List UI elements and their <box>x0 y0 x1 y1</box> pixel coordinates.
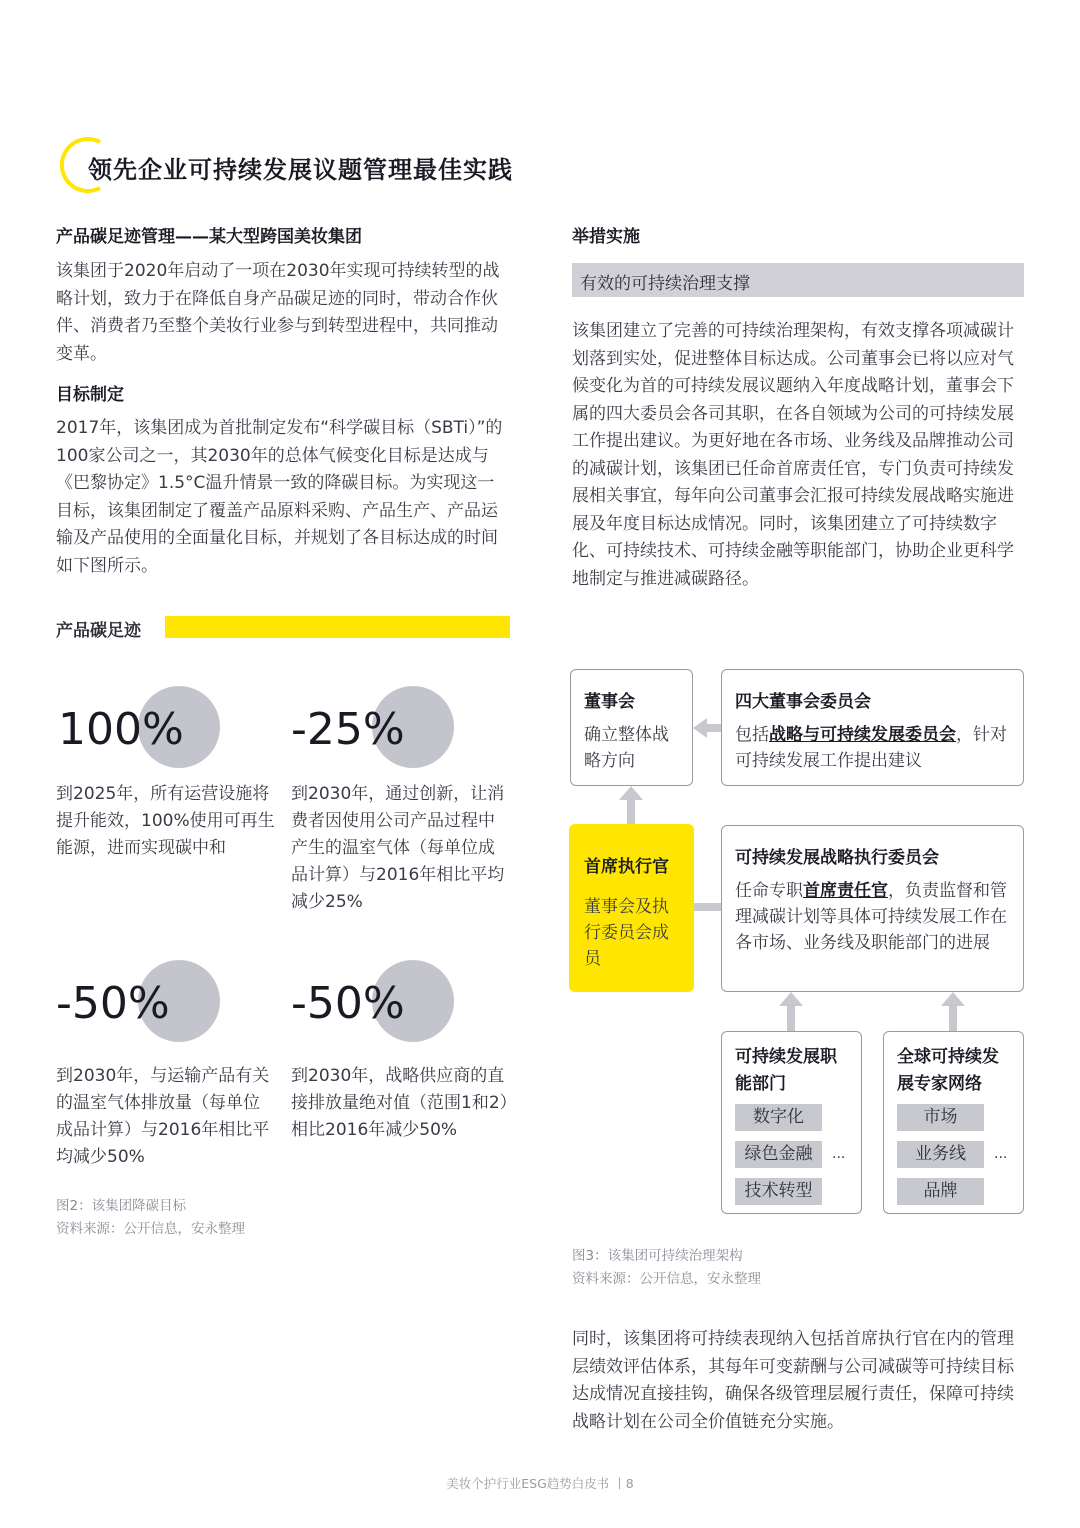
arrow-up-icon <box>619 786 643 826</box>
ceo-text: 董事会及执行委员会成员 <box>584 897 669 969</box>
board-text: 确立整体战略方向 <box>584 725 669 771</box>
target-heading: 目标制定 <box>56 385 124 405</box>
case-heading: 产品碳足迹管理——某大型跨国美妆集团 <box>56 227 362 247</box>
network-ellipsis: ... <box>994 1146 1008 1162</box>
stat-text: 到2025年，所有运营设施将提升能效，100%使用可再生能源，进而实现碳中和 <box>56 784 275 858</box>
figure2-source: 资料来源：公开信息，安永整理 <box>56 1221 245 1237</box>
board-title: 董事会 <box>584 692 635 712</box>
expert-network-title: 全球可持续发展专家网络 <box>897 1047 999 1094</box>
stat-text: 到2030年，战略供应商的直接排放量绝对值（范围1和2）相比2016年减少50% <box>291 1066 509 1140</box>
network-item: 市场 <box>897 1104 984 1131</box>
footprint-label: 产品碳足迹 <box>56 621 141 641</box>
dept-ellipsis: ... <box>832 1146 846 1162</box>
strategy-committee-link: 战略与可持续发展委员会 <box>769 725 956 745</box>
intro-paragraph: 该集团于2020年启动了一项在2030年实现可持续转型的战略计划，致力于在降低自身产品碳足迹的同时，带动合作伙伴、消费者乃至整个美妆行业参与到转型进程中，共同推动变革。 <box>56 261 500 364</box>
governance-subheading: 有效的可持续治理支撑 <box>580 274 750 294</box>
figure2-caption: 图2：该集团降碳目标 <box>56 1198 187 1214</box>
figure3-source: 资料来源：公开信息，安永整理 <box>572 1271 761 1287</box>
stat-text: 到2030年，与运输产品有关的温室气体排放量（每单位成品计算）与2016年相比平均减少50% <box>56 1066 270 1167</box>
stat-value: -50% <box>56 978 170 1029</box>
committees-title: 四大董事会委员会 <box>735 692 871 712</box>
dept-item: 数字化 <box>735 1104 822 1131</box>
board-box <box>570 669 693 786</box>
ceo-box <box>569 824 694 992</box>
exec-committee-text: 任命专职首席责任官，负责监督和管理减碳计划等具体可持续发展工作在各市场、业务线及职能部门的进展 <box>735 881 1007 953</box>
connector-line <box>694 903 721 911</box>
stat-value: 100% <box>58 704 184 755</box>
arrow-up-icon <box>941 992 965 1032</box>
arrow-up-icon <box>779 992 803 1032</box>
exec-committee-box <box>721 825 1024 992</box>
dept-item: 绿色金融 <box>735 1141 822 1168</box>
arrow-left-icon <box>693 716 721 740</box>
committees-text: 包括战略与可持续发展委员会，针对可持续发展工作提出建议 <box>735 725 1007 771</box>
functional-dept-title: 可持续发展职能部门 <box>735 1047 837 1094</box>
figure3-caption: 图3：该集团可持续治理架构 <box>572 1248 743 1264</box>
measures-heading: 举措实施 <box>572 227 640 247</box>
target-paragraph: 2017年，该集团成为首批制定发布“科学碳目标（SBTi）”的100家公司之一，其2030年的总体气候变化目标是达成与《巴黎协定》1.5°C温升情景一致的降碳目标。为实现这一目标，该集团制定了覆盖产品原料采购、产品生产、产品运输及产品使用的全面量化目标，并规划了各目标达成的时间如下图所示。 <box>56 418 503 576</box>
stat-text: 到2030年，通过创新，让消费者因使用公司产品过程中产生的温室气体（每单位成品计算）与2016年相比平均减少25% <box>291 784 505 912</box>
governance-paragraph: 该集团建立了完善的可持续治理架构，有效支撑各项减碳计划落到实处，促进整体目标达成。公司董事会已将以应对气候变化为首的可持续发展议题纳入年度战略计划，董事会下属的四大委员会各司其职，在各自领域为公司的可持续发展工作提出建议。为更好地在各市场、业务线及品牌推动公司的减碳计划，该集团已任命首席责任官，专门负责可持续发展相关事宜，每年向公司董事会汇报可持续发展战略实施进展及年度目标达成情况。同时，该集团建立了可持续数字化、可持续技术、可持续金融等职能部门，协助企业更科学地制定与推进减碳路径。 <box>572 321 1014 589</box>
dept-item: 技术转型 <box>735 1178 822 1205</box>
committees-box <box>721 669 1024 786</box>
network-item: 品牌 <box>897 1178 984 1205</box>
stat-value: -50% <box>291 978 405 1029</box>
exec-committee-title: 可持续发展战略执行委员会 <box>735 848 939 868</box>
chief-responsibility-officer-link: 首席责任官 <box>803 881 888 901</box>
footprint-bar <box>165 616 510 638</box>
network-item: 业务线 <box>897 1141 984 1168</box>
page-footer: 美妆个护行业ESG趋势白皮书 丨8 <box>446 1476 634 1491</box>
ceo-title: 首席执行官 <box>584 857 669 877</box>
page-title: 领先企业可持续发展议题管理最佳实践 <box>88 156 513 184</box>
stat-value: -25% <box>291 704 405 755</box>
closing-paragraph: 同时，该集团将可持续表现纳入包括首席执行官在内的管理层绩效评估体系，其每年可变薪酬与公司减碳等可持续目标达成情况直接挂钩，确保各级管理层履行责任，保障可持续战略计划在公司全价值链充分实施。 <box>572 1329 1014 1432</box>
governance-subheading-bar <box>572 263 1024 297</box>
